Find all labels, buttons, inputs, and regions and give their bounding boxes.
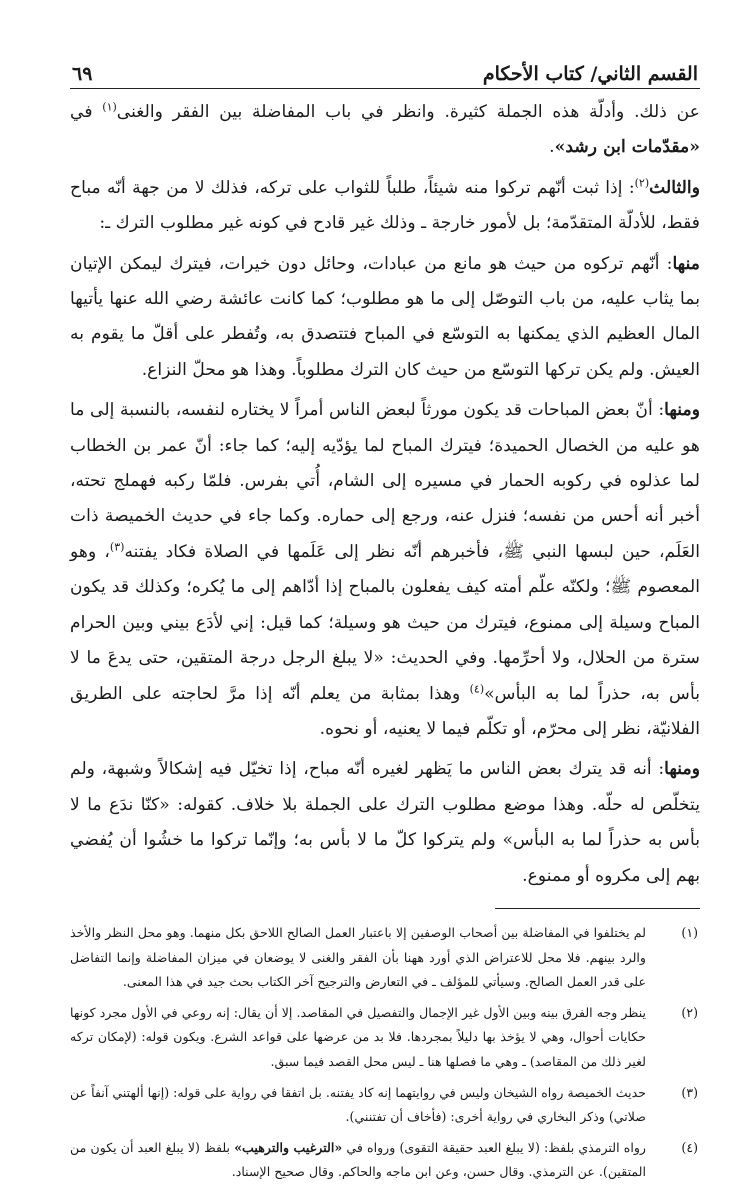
paragraph-text: : إذا ثبت أنّهم تركوا منه شيئاً، طلباً للثواب على تركه، فذلك لا من جهة أنّه مباح فقط، للأدلّة المتقدّمة؛ بل لأمور خارجة ـ وذلك غير قادح في كونه غير مطلوب الترك ـ: — [70, 177, 700, 234]
footnote-reference[interactable]: (١) — [102, 100, 117, 114]
footnote-divider — [495, 908, 700, 909]
footnote-text — [70, 1081, 646, 1130]
footnote — [70, 1136, 700, 1185]
footnote-reference[interactable]: (٢) — [634, 176, 650, 190]
book-title: «مقدّمات ابن رشد» — [554, 137, 700, 158]
footnote — [70, 1081, 700, 1130]
footnote-body: بلفظ (لا يبلغ العبد أن يكون من المتقين). عن الترمذي. وقال حسن، وعن ابن ماجه والحاكم. وقال صحيح الإسناد. — [70, 1139, 646, 1180]
footnote-body: رواه الترمذي بلفظ: (لا يبلغ العبد حقيقة التقوى) ورواه في — [342, 1139, 646, 1155]
footnote-text — [70, 921, 646, 995]
footnote-number: (٢) — [681, 1004, 698, 1020]
paragraph-text: : أنه قد يترك بعض الناس ما يَظهر لغيره أنّه مباح، إذا تخيّل فيه إشكالاً وشبهة، ولم يتخلّص له حلّه. وهذا موضع مطلوب الترك على الجملة بلا خلاف. كقوله: «كنّا ندَع ما لا بأس به حذراً لما به البأس» ولم يتركوا كلّ ما لا بأس به؛ وإنّما تركوا ما خشُوا أن يُفضي بهم إلى مكروه أو ممنوع. — [70, 759, 700, 886]
paragraph-4 — [70, 393, 700, 747]
page-number: ٦٩ — [72, 63, 93, 85]
paragraph-text: وهذا بمثابة من يعلم أنّه إذا مرَّ لحاجته على الطريق الفلانيّة، نظر إلى محرّم، أو تكلّم فيما لا يعنيه، أو نحوه. — [70, 683, 700, 739]
footnote-body: حديث الخميصة رواه الشيخان وليس في روايتهما إنه كاد يفتنه. بل اتفقا في رواية على قوله: (إنها ألهتني آنفاً عن صلاتي) وذكر البخاري في رواية أخرى: (فأخاف أن تفتنني). — [70, 1084, 646, 1125]
footnote-reference[interactable]: (٣) — [109, 540, 125, 554]
footnote-text — [70, 1001, 646, 1075]
main-text — [70, 95, 700, 894]
footnote-reference[interactable]: (٤) — [469, 681, 485, 695]
footnote-text — [70, 1136, 646, 1185]
paragraph-lead: ومنها — [664, 759, 700, 780]
paragraph-2 — [70, 171, 700, 242]
paragraph-lead: منها — [672, 253, 700, 274]
paragraph-1 — [70, 95, 700, 166]
paragraph-text: . — [549, 137, 555, 158]
paragraph-lead: والثالث — [649, 177, 700, 198]
footnote-number: (١) — [681, 924, 698, 940]
running-title: القسم الثاني/ كتاب الأحكام — [482, 63, 698, 85]
book-title: «الترغيب والترهيب» — [234, 1139, 343, 1155]
footnote-body: ينظر وجه الفرق بينه وبين الأول غير الإجمال والتفصيل في المقاصد. إلا أن يقال: إنه روعي في الأول مجرد كونها حكايات أحوال، وهي لا يؤخذ بها دليلاً بمجردها. فلا بد من عرضها على قواعد الشرع. ويكون قوله: (لإمكان تركه لغير ذلك من المقاصد) ـ وهي ما فصلها هنا ـ ليس محل القصد فيما سبق. — [70, 1004, 646, 1069]
footnotes — [70, 921, 700, 1185]
paragraph-text: : أنّ بعض المباحات قد يكون مورثاً لبعض الناس أمراً لا يختاره لنفسه، بالنسبة إلى ما هو عليه من الخصال الحميدة؛ فيترك المباح لما يؤدّيه إليه؛ كما جاء: أنّ عمر بن الخطاب لما عذلوه في ركوبه الحمار في مسيره إلى الشام، أُتي بفرس. فلمّا ركبه فهملج تحته، أخبر أنه أحس من نفسه؛ فنزل عنه، ورجع إلى حماره. وكما جاء في حديث الخميصة ذات العَلَم، حين لبسها النبي ﷺ، فأخبرهم أنّه نظر إلى عَلَمها في الصلاة فكاد يفتنه — [70, 400, 700, 562]
footnote-number: (٤) — [681, 1139, 698, 1155]
paragraph-text: عن ذلك. وأدلّة هذه الجملة كثيرة. وانظر في باب المفاضلة بين الفقر والغنى — [116, 102, 700, 122]
footnote — [70, 921, 700, 995]
book-page — [70, 55, 700, 1180]
paragraph-text: في — [70, 102, 103, 122]
footnote-body: لم يختلفوا في المفاضلة بين أصحاب الوصفين إلا باعتبار العمل الصالح اللاحق بكل منهما. وهو محل النظر والأخذ والرد بينهم. فلا محل للاعتراض الذي أورد ههنا بأن الفقر والغنى لا يوضعان في ميزان المفاضلة وإنما التفاضل على قدر العمل الصالح. وسيأتي للمؤلف ـ في التعارض والترجيح آخر الكتاب بحث جيد في هذا المعنى. — [70, 924, 646, 990]
paragraph-text: ، وهو المعصوم ﷺ؛ ولكنّه علّم أمته كيف يفعلون بالمباح إذا أدّاهم إلى ما يُكره؛ وكذلك قد يكون المباح وسيلة إلى ممنوع، فيترك من حيث هو وسيلة؛ كما قيل: إني لأدَع بيني وبين الحرام سترة من الحلال، ولا أحرِّمها. وفي الحديث: «لا يبلغ الرجل درجة المتقين، حتى يدعَ ما لا بأس به، حذراً لما به البأس» — [70, 541, 700, 704]
paragraph-text: : أنّهم تركوه من حيث هو مانع من عبادات، وحائل دون خيرات، فيترك ليمكن الإتيان بما يثاب عليه، من باب التوصّل إلى ما هو مطلوب؛ كما كانت عائشة رضي الله عنها يأتيها المال العظيم الذي يمكنها به التوسّع في المباح فتتصدق به، وتُفطر على أقلّ ما يقوم به العيش. ولم يكن تركها التوسّع من حيث كان الترك مطلوباً. وهذا هو محلّ النزاع. — [70, 253, 700, 380]
paragraph-5 — [70, 752, 700, 894]
footnote — [70, 1001, 700, 1075]
paragraph-lead: ومنها — [664, 400, 700, 421]
paragraph-3 — [70, 247, 700, 389]
running-head — [70, 55, 700, 89]
footnote-number: (٣) — [681, 1084, 698, 1100]
